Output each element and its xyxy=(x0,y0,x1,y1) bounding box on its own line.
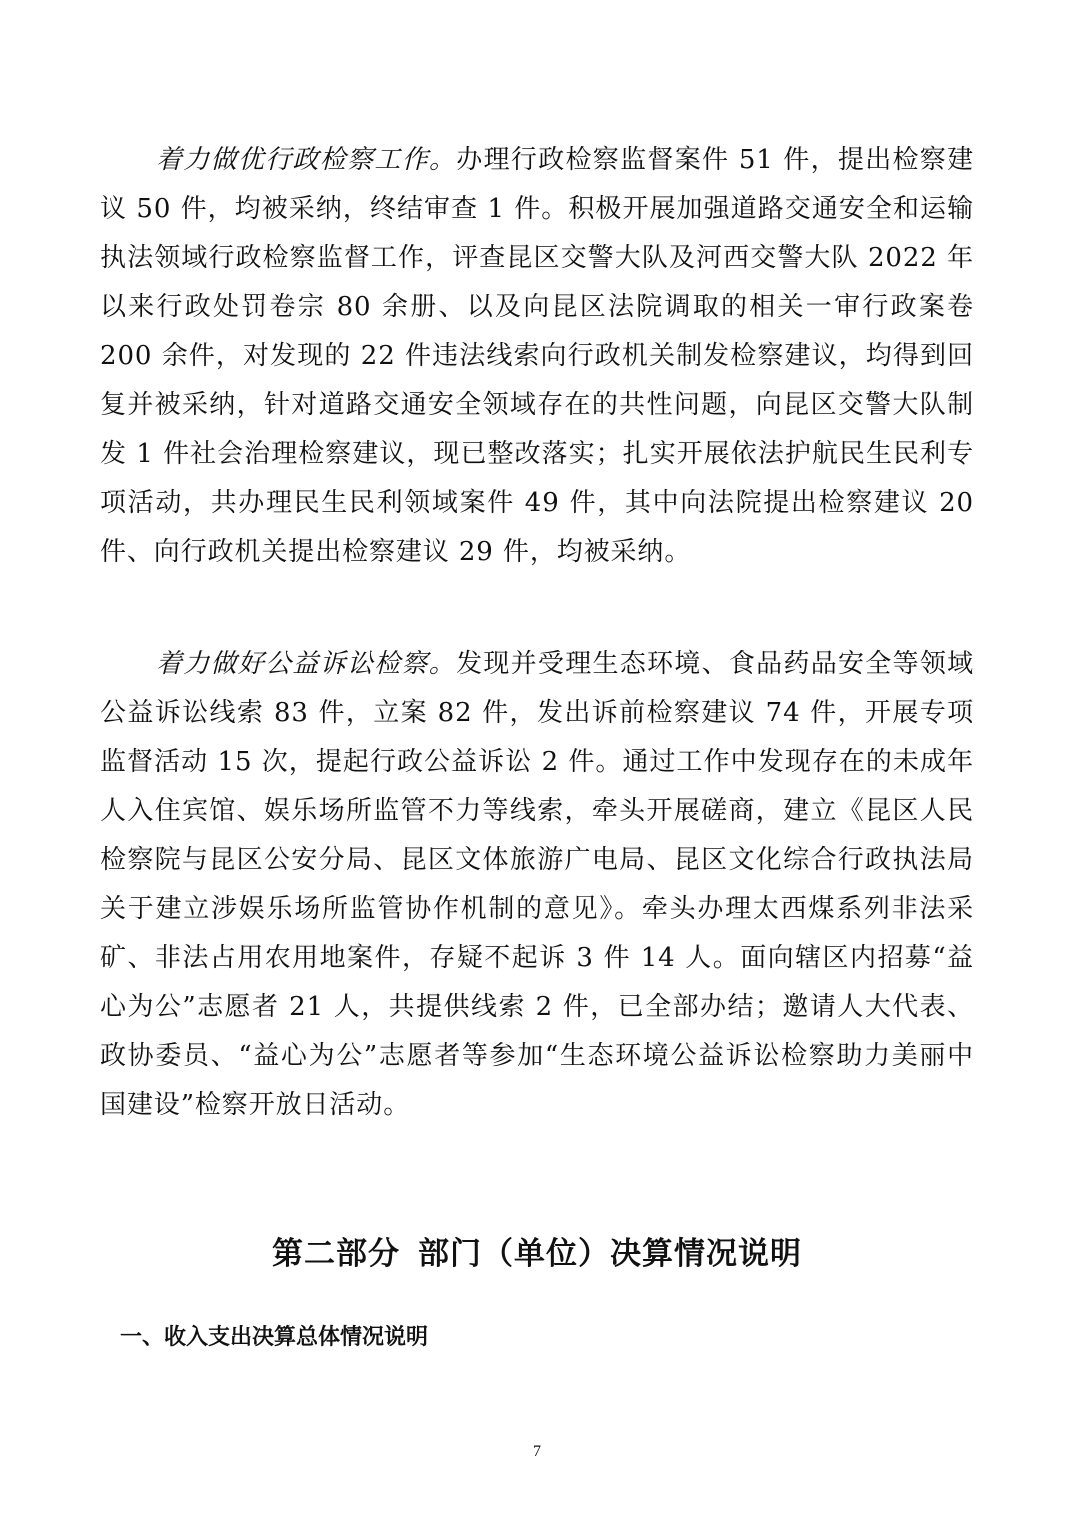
paragraph-body: 办理行政检察监督案件 51 件，提出检察建议 50 件，均被采纳，终结审查 1 件。积极开展加强道路交通安全和运输执法领域行政检察监督工作，评查昆区交警大队及河西交警大队 2022 年以来行政处罚卷宗 80 余册、以及向昆区法院调取的相关一审行政案卷 200 余件，对发现的 22 件违法线索向行政机关制发检察建议，均得到回复并被采纳，针对道路交通安全领域存在的共性问题，向昆区交警大队制发 1 件社会治理检察建议，现已整改落实；扎实开展依法护航民生民利专项活动，共办理民生民利领域案件 49 件，其中向法院提出检察建议 20 件、向行政机关提出检察建议 29 件，均被采纳。 xyxy=(100,145,974,567)
paragraph-administrative-procuratorial xyxy=(100,136,974,577)
part-heading-part: 第二部分 xyxy=(272,1236,400,1272)
part-heading-title: 部门（单位）决算情况说明 xyxy=(418,1236,802,1272)
section-heading: 一、收入支出决算总体情况说明 xyxy=(120,1325,429,1350)
paragraph-public-interest-litigation xyxy=(100,640,974,1130)
page-number: 7 xyxy=(533,1443,541,1460)
paragraph-lead: 着力做优行政检察工作。 xyxy=(156,145,457,175)
part-heading xyxy=(0,1232,1074,1276)
paragraph-body: 发现并受理生态环境、食品药品安全等领域公益诉讼线索 83 件，立案 82 件，发出诉前检察建议 74 件，开展专项监督活动 15 次，提起行政公益诉讼 2 件。通过工作中发现存在的未成年人入住宾馆、娱乐场所监管不力等线索，牵头开展磋商，建立《昆区人民检察院与昆区公安分局、昆区文体旅游广电局、昆区文化综合行政执法局关于建立涉娱乐场所监管协作机制的意见》。牵头办理太西煤系列非法采矿、非法占用农用地案件，存疑不起诉 3 件 14 人。面向辖区内招募“益心为公”志愿者 21 人，共提供线索 2 件，已全部办结；邀请人大代表、政协委员、“益心为公”志愿者等参加“生态环境公益诉讼检察助力美丽中国建设”检察开放日活动。 xyxy=(100,649,974,1120)
paragraph-lead: 着力做好公益诉讼检察。 xyxy=(156,649,457,679)
